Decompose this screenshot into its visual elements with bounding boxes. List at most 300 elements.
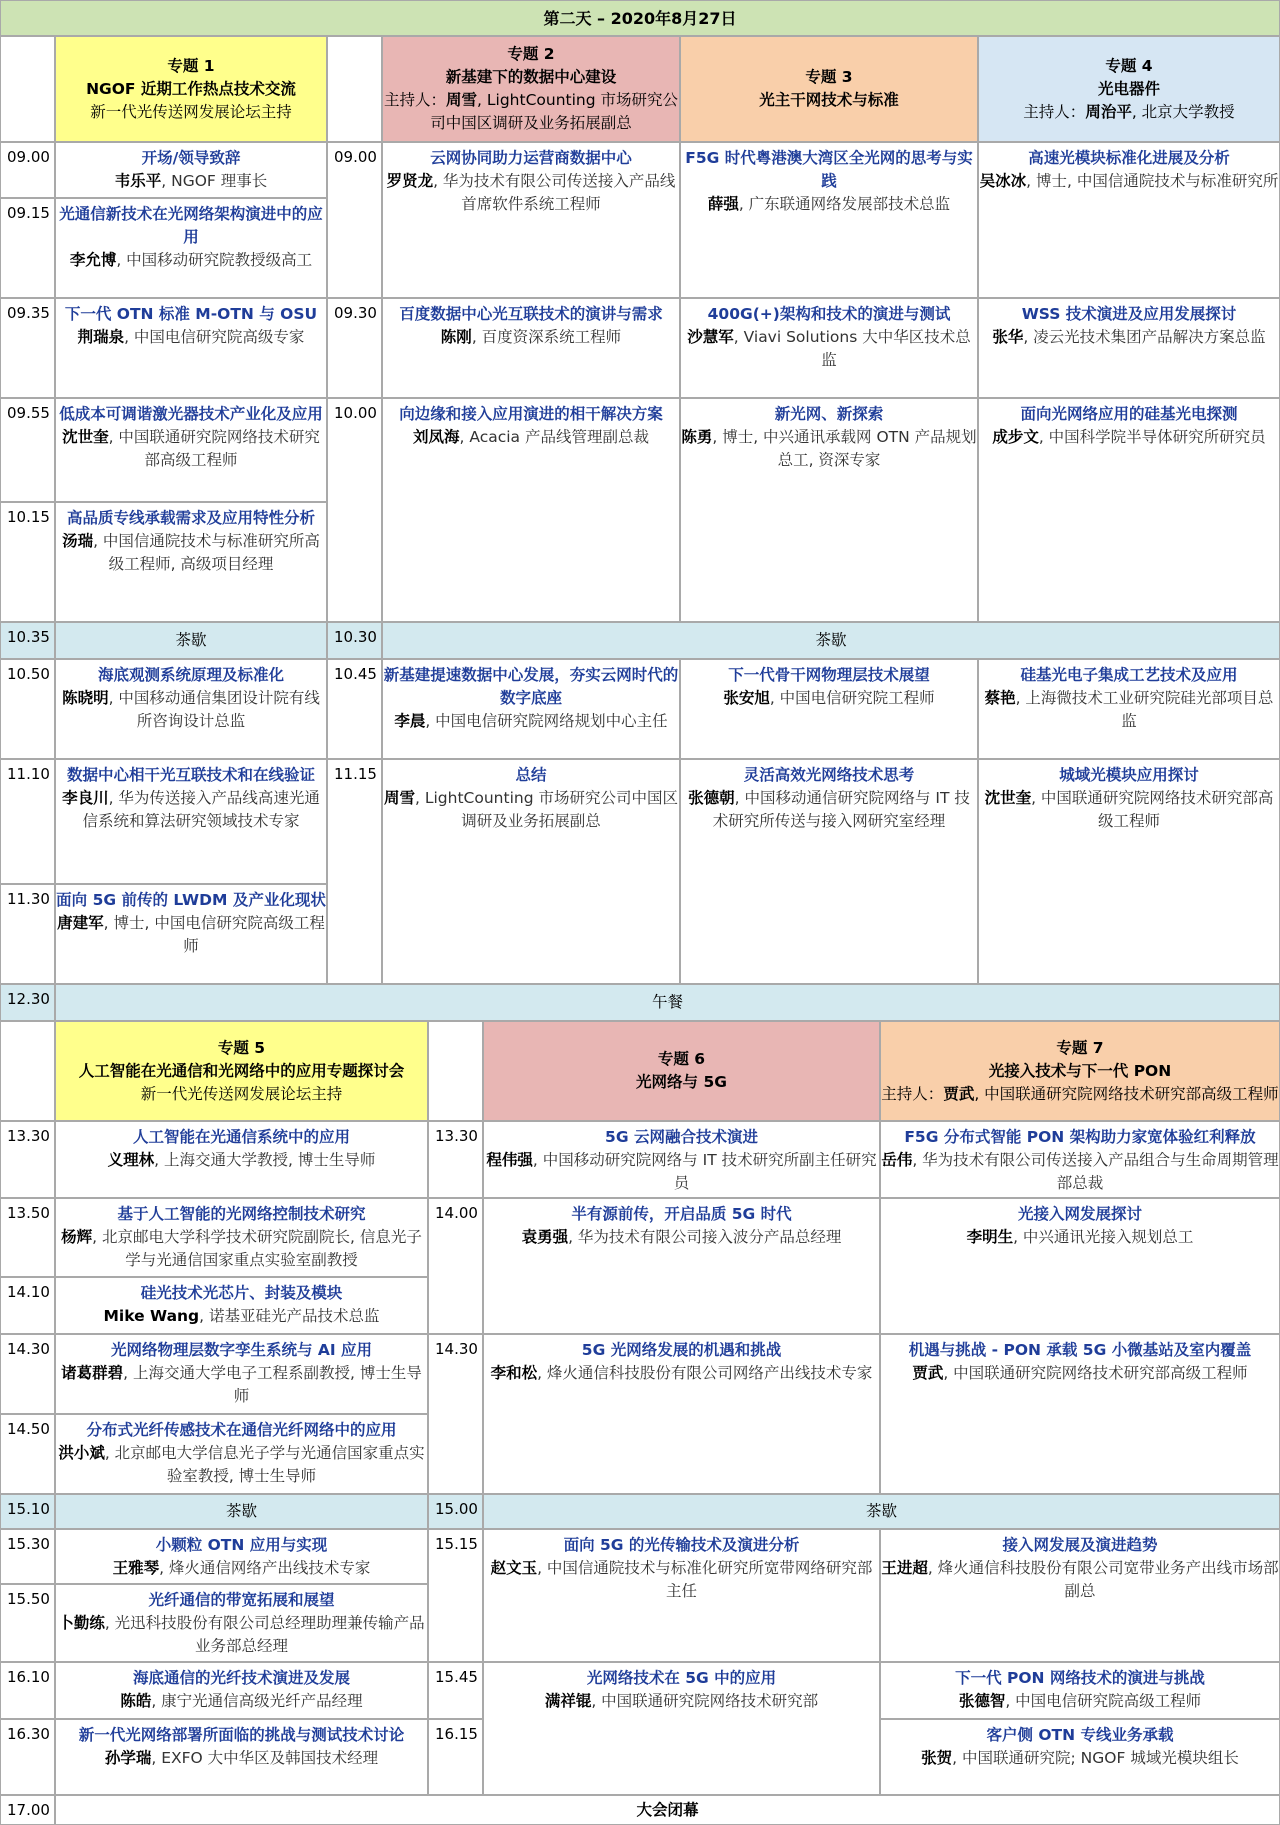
session-cell xyxy=(55,1584,428,1662)
speaker-name: 成步文 xyxy=(992,428,1039,446)
session-cell xyxy=(55,1414,428,1494)
speaker xyxy=(56,912,326,958)
session-cell xyxy=(978,298,1280,398)
speaker-name: 岳伟 xyxy=(881,1151,913,1169)
time-label: 11.30 xyxy=(7,890,50,908)
session-cell xyxy=(880,1121,1280,1198)
session-cell xyxy=(680,398,978,622)
speaker-title: , LightCounting 市场研究公司中国区调研及业务拓展副总 xyxy=(415,789,678,830)
talk-title: 低成本可调谐激光器技术产业化及应用 xyxy=(59,405,323,423)
empty-corner xyxy=(0,1021,55,1121)
time-label: 13.30 xyxy=(435,1127,478,1145)
talk-title: 硅光技术光芯片、封装及模块 xyxy=(140,1284,343,1302)
speaker-name: 荆瑞泉 xyxy=(77,328,125,346)
speaker-title: , 华为技术有限公司传送接入产品线首席软件系统工程师 xyxy=(433,172,676,213)
topic-host xyxy=(881,1083,1278,1106)
speaker-title: , 中国信通院技术与标准化研究所宽带网络研究部主任 xyxy=(537,1559,873,1600)
speaker-name: 陈皓 xyxy=(120,1692,152,1710)
session-cell xyxy=(55,502,327,622)
talk-title: 新基建提速数据中心发展，夯实云网时代的数字底座 xyxy=(383,666,679,707)
session-cell xyxy=(55,659,327,759)
talk xyxy=(980,147,1279,193)
speaker xyxy=(56,1362,427,1408)
speaker-name: 张德智 xyxy=(958,1692,1006,1710)
talk xyxy=(484,1126,879,1195)
talk-title: 新一代光网络部署所面临的挑战与测试技术讨论 xyxy=(78,1726,405,1744)
host-label: 主持人： xyxy=(384,91,447,109)
session-cell xyxy=(680,142,978,298)
session-cell xyxy=(978,398,1280,622)
speaker-title: , 中国电信研究院高级专家 xyxy=(124,328,305,346)
break-label: 茶歇 xyxy=(175,631,207,649)
talk-title: 新光网、新探索 xyxy=(774,405,884,423)
host-title: , 中国联通研究院网络技术研究部高级工程师 xyxy=(974,1084,1279,1103)
talk xyxy=(723,664,934,710)
time-slot xyxy=(0,884,55,984)
talk-title: 面向 5G 前传的 LWDM 及产业化现状 xyxy=(56,891,326,909)
speaker xyxy=(955,1690,1205,1713)
speaker xyxy=(484,1557,879,1603)
time-label: 13.30 xyxy=(7,1127,50,1145)
empty-corner xyxy=(0,36,55,142)
talk-title: 5G 光网络发展的机遇和挑战 xyxy=(581,1341,782,1359)
talk xyxy=(881,1126,1279,1195)
topic-title: NGOF 近期工作热点技术交流 xyxy=(86,79,296,98)
talk xyxy=(383,764,679,833)
session-cell xyxy=(382,142,680,298)
speaker xyxy=(383,787,679,833)
session-cell xyxy=(680,298,978,398)
time-slot xyxy=(0,198,55,298)
time-slot xyxy=(0,759,55,884)
speaker xyxy=(79,1747,405,1770)
talk xyxy=(484,1534,879,1603)
talk-title: 面向 5G 的光传输技术及演进分析 xyxy=(563,1536,800,1554)
talk xyxy=(56,889,326,958)
time-label: 10.15 xyxy=(7,508,50,526)
speaker-title: , 博士, 中兴通讯承载网 OTN 产品规划总工, 资深专家 xyxy=(712,428,977,469)
session-cell xyxy=(483,1662,880,1795)
time-label: 15.00 xyxy=(435,1500,478,1518)
speaker-title: , 中国电信研究院高级工程师 xyxy=(1005,1692,1202,1710)
empty-corner xyxy=(327,36,382,142)
speaker xyxy=(979,687,1279,733)
speaker-name: 唐建军 xyxy=(57,914,104,932)
speaker-title: , Viavi Solutions 大中华区技术总监 xyxy=(733,328,971,369)
time-label: 14.10 xyxy=(7,1283,50,1301)
talk-title: 百度数据中心光互联技术的演讲与需求 xyxy=(399,305,663,323)
topic-header xyxy=(55,1021,428,1121)
time-slot xyxy=(327,659,382,759)
talk xyxy=(383,147,679,216)
speaker-name: 洪小斌 xyxy=(58,1444,105,1462)
speaker-title: , 中国科学院半导体研究所研究员 xyxy=(1038,428,1266,446)
speaker xyxy=(681,193,977,216)
topic-number: 专题 3 xyxy=(805,68,853,86)
speaker-name: 李晨 xyxy=(394,712,426,730)
speaker-title: , 中国移动研究院教授级高工 xyxy=(116,251,313,269)
speaker xyxy=(921,1747,1239,1770)
time-label: 11.10 xyxy=(7,765,50,783)
speaker-title: , 华为技术有限公司接入波分产品总经理 xyxy=(568,1228,842,1246)
talk xyxy=(56,1203,427,1272)
break-row xyxy=(55,622,327,659)
talk-title: F5G 分布式智能 PON 架构助力家宽体验红利释放 xyxy=(904,1128,1256,1146)
speaker-name: 陈勇 xyxy=(681,428,713,446)
session-cell xyxy=(55,142,327,198)
speaker-title: , 中国联通研究院; NGOF 城域光模块组长 xyxy=(952,1749,1239,1767)
session-cell xyxy=(55,198,327,298)
talk xyxy=(909,1339,1251,1385)
time-label: 13.50 xyxy=(7,1204,50,1222)
session-cell xyxy=(483,1121,880,1198)
time-label: 15.50 xyxy=(7,1590,50,1608)
speaker xyxy=(681,326,977,372)
session-cell xyxy=(880,1662,1280,1719)
topic-header xyxy=(382,36,680,142)
speaker-title: , 凌云光技术集团产品解决方案总监 xyxy=(1023,328,1266,346)
break-row xyxy=(483,1494,1280,1529)
time-label: 10.45 xyxy=(334,665,377,683)
speaker-title: , 中国移动通信研究院网络与 IT 技术研究所传送与接入网研究室经理 xyxy=(712,789,970,830)
time-slot xyxy=(0,398,55,502)
speaker-title: , 上海交通大学电子工程系副教授, 博士生导师 xyxy=(123,1364,422,1405)
talk xyxy=(56,1419,427,1488)
break-label: 茶歇 xyxy=(815,631,847,649)
speaker xyxy=(967,1226,1194,1249)
speaker xyxy=(56,787,326,833)
topic-title: 光接入技术与下一代 PON xyxy=(988,1061,1172,1080)
speaker-name: 张德朝 xyxy=(688,789,735,807)
talk-title: 数据中心相干光互联技术和在线验证 xyxy=(66,766,315,784)
speaker xyxy=(56,1442,427,1488)
talk xyxy=(681,303,977,372)
speaker xyxy=(909,1362,1251,1385)
time-label: 10.50 xyxy=(7,665,50,683)
talk-title: WSS 技术演进及应用发展探讨 xyxy=(1021,305,1237,323)
talk-title: 分布式光纤传感技术在通信光纤网络中的应用 xyxy=(86,1421,397,1439)
session-cell xyxy=(55,1662,428,1719)
talk xyxy=(681,147,977,216)
break-row xyxy=(382,622,1280,659)
speaker-title: , 诺基亚硅光产品技术总监 xyxy=(199,1307,380,1325)
speaker-title: , 中国移动研究院网络与 IT 技术研究所副主任研究员 xyxy=(532,1151,877,1192)
time-slot xyxy=(428,1121,483,1198)
session-cell xyxy=(55,1529,428,1584)
speaker-title: , 博士, 中国信通院技术与标准研究所 xyxy=(1026,172,1279,190)
session-cell xyxy=(880,1719,1280,1795)
speaker-title: , 华为传送接入产品线高速光通信系统和算法研究领域技术专家 xyxy=(82,789,320,830)
time-label: 10.35 xyxy=(7,628,50,646)
talk xyxy=(399,403,663,449)
session-cell xyxy=(55,298,327,398)
speaker xyxy=(56,530,326,576)
time-label: 17.00 xyxy=(7,1801,50,1819)
speaker-name: 满祥锟 xyxy=(544,1692,592,1710)
speaker-name: 韦乐平 xyxy=(114,172,162,190)
speaker xyxy=(545,1690,818,1713)
speaker-title: , 中国移动通信集团设计院有线所咨询设计总监 xyxy=(108,689,320,730)
time-label: 09.00 xyxy=(334,148,377,166)
talk-title: 小颗粒 OTN 应用与实现 xyxy=(155,1536,328,1554)
time-label: 14.30 xyxy=(435,1340,478,1358)
speaker-name: 李良川 xyxy=(62,789,109,807)
session-cell xyxy=(382,298,680,398)
time-slot xyxy=(0,984,55,1021)
topic-number: 专题 4 xyxy=(1105,56,1153,75)
speaker-title: , 中国电信研究院工程师 xyxy=(769,689,935,707)
empty-corner xyxy=(428,1021,483,1121)
host-label: 主持人： xyxy=(881,1084,944,1103)
speaker-title: , 中国联通研究院网络技术研究部高级工程师 xyxy=(1031,789,1274,830)
topic-number: 专题 6 xyxy=(657,1050,706,1068)
talk xyxy=(115,147,268,193)
session-cell xyxy=(382,759,680,984)
speaker xyxy=(56,426,326,472)
speaker xyxy=(120,1690,362,1713)
host-label: 主持人： xyxy=(1023,102,1086,121)
speaker-title: , 中国电信研究院网络规划中心主任 xyxy=(425,712,668,730)
talk xyxy=(545,1667,818,1713)
time-slot xyxy=(0,1529,55,1584)
talk-title: F5G 时代粤港澳大湾区全光网的思考与实践 xyxy=(685,149,973,190)
topic-number: 专题 7 xyxy=(1056,1038,1104,1057)
time-label: 15.45 xyxy=(435,1668,478,1686)
speaker-title: , 广东联通网络发展部技术总监 xyxy=(738,195,951,213)
speaker-title: , NGOF 理事长 xyxy=(161,172,268,190)
time-label: 14.30 xyxy=(7,1340,50,1358)
speaker xyxy=(383,170,679,216)
speaker xyxy=(980,170,1279,193)
time-label: 09.55 xyxy=(7,404,50,422)
time-slot xyxy=(0,142,55,198)
speaker-title: , 北京邮电大学科学技术研究院副院长, 信息光子学与光通信国家重点实验室副教授 xyxy=(92,1228,422,1269)
closing-row xyxy=(55,1795,1280,1825)
time-label: 09.00 xyxy=(7,148,50,166)
talk xyxy=(56,1589,427,1658)
session-cell xyxy=(680,759,978,984)
speaker-name: 刘凤海 xyxy=(413,428,460,446)
host-name: 周治平 xyxy=(1085,102,1132,121)
time-slot xyxy=(327,142,382,298)
break-label: 茶歇 xyxy=(865,1502,897,1520)
talk-title: 客户侧 OTN 专线业务承载 xyxy=(986,1726,1174,1744)
speaker-name: 周雪 xyxy=(384,789,416,807)
day-title: 第二天 – 2020年8月27日 xyxy=(543,8,737,28)
session-cell xyxy=(880,1198,1280,1334)
topic-title: 光网络与 5G xyxy=(636,1073,727,1091)
speaker xyxy=(881,1149,1279,1195)
speaker-title: , 烽火通信网络产出线技术专家 xyxy=(159,1559,371,1577)
topic-header xyxy=(483,1021,880,1121)
talk-title: 光通信新技术在光网络架构演进中的应用 xyxy=(59,205,323,246)
talk xyxy=(113,1534,371,1580)
speaker-title: , Acacia 产品线管理副总裁 xyxy=(459,428,649,446)
talk xyxy=(65,303,317,349)
speaker-name: 杨辉 xyxy=(61,1228,93,1246)
speaker-name: 李允博 xyxy=(69,251,117,269)
topic-header xyxy=(978,36,1280,142)
talk-title: 下一代骨干网物理层技术展望 xyxy=(728,666,930,684)
speaker-title: , 中国联通研究院网络技术研究部高级工程师 xyxy=(943,1364,1248,1382)
talk-title: 灵活高效光网络技术思考 xyxy=(743,766,915,784)
talk xyxy=(967,1203,1194,1249)
host-title: , LightCounting 市场研究公司中国区调研及业务拓展副总 xyxy=(430,91,678,132)
talk xyxy=(79,1724,405,1770)
speaker-title: , 上海交通大学教授, 博士生导师 xyxy=(154,1151,376,1169)
time-slot xyxy=(0,1494,55,1529)
session-cell xyxy=(55,884,327,984)
talk-title: 总结 xyxy=(515,766,547,784)
speaker-name: 沙慧军 xyxy=(687,328,734,346)
speaker-name: 赵文玉 xyxy=(490,1559,538,1577)
host-name: 周雪 xyxy=(446,91,478,109)
speaker xyxy=(383,710,679,733)
topic-host xyxy=(383,89,679,135)
speaker xyxy=(108,1149,376,1172)
time-label: 14.50 xyxy=(7,1420,50,1438)
talk-title: 云网协同助力运营商数据中心 xyxy=(430,149,632,167)
speaker xyxy=(399,426,663,449)
speaker xyxy=(484,1149,879,1195)
speaker-title: , 上海微技术工业研究院硅光部项目总监 xyxy=(1015,689,1274,730)
time-slot xyxy=(0,1719,55,1795)
session-cell xyxy=(55,1121,428,1198)
time-label: 10.00 xyxy=(334,404,377,422)
time-label: 09.15 xyxy=(7,204,50,222)
talk-title: 接入网发展及演进趋势 xyxy=(1002,1536,1158,1554)
time-slot xyxy=(0,1584,55,1662)
talk xyxy=(681,403,977,472)
speaker-title: , 华为技术有限公司传送接入产品组合与生命周期管理部总裁 xyxy=(912,1151,1279,1192)
host-title: , 北京大学教授 xyxy=(1131,102,1235,121)
speaker xyxy=(399,326,663,349)
topic-title: 光电器件 xyxy=(1097,79,1160,98)
host-name: 贾武 xyxy=(943,1084,975,1103)
time-slot xyxy=(0,1662,55,1719)
time-slot xyxy=(0,1277,55,1334)
topic-header xyxy=(680,36,978,142)
speaker xyxy=(113,1557,371,1580)
speaker-name: 程伟强 xyxy=(486,1151,533,1169)
talk-title: 面向光网络应用的硅基光电探测 xyxy=(1020,405,1238,423)
speaker-title: , 中兴通讯光接入规划总工 xyxy=(1013,1228,1194,1246)
talk xyxy=(56,507,326,576)
topic-number: 专题 5 xyxy=(217,1038,266,1057)
talk-title: 开场/领导致辞 xyxy=(141,149,241,167)
talk-title: 基于人工智能的光网络控制技术研究 xyxy=(117,1205,366,1223)
talk-title: 光纤通信的带宽拓展和展望 xyxy=(148,1591,335,1609)
time-label: 16.15 xyxy=(435,1725,478,1743)
speaker-name: 陈晓明 xyxy=(62,689,109,707)
speaker xyxy=(115,170,268,193)
speaker xyxy=(65,326,317,349)
speaker-name: 沈世奎 xyxy=(62,428,109,446)
time-slot xyxy=(428,1719,483,1795)
talk xyxy=(56,664,326,733)
speaker-title: , 百度资深系统工程师 xyxy=(471,328,622,346)
time-slot xyxy=(0,1795,55,1825)
speaker-name: 王雅琴 xyxy=(112,1559,160,1577)
session-cell xyxy=(55,759,327,884)
time-slot xyxy=(0,298,55,398)
time-label: 15.15 xyxy=(435,1535,478,1553)
speaker-name: 薛强 xyxy=(707,195,739,213)
time-slot xyxy=(0,502,55,622)
talk-title: 向边缘和接入应用演进的相干解决方案 xyxy=(399,405,663,423)
talk xyxy=(383,664,679,733)
talk-title: 下一代 PON 网络技术的演进与挑战 xyxy=(955,1669,1205,1687)
talk xyxy=(56,1339,427,1408)
speaker xyxy=(681,787,977,833)
talk-title: 5G 云网融合技术演进 xyxy=(605,1128,758,1146)
speaker xyxy=(56,1226,427,1272)
talk xyxy=(399,303,663,349)
talk-title: 机遇与挑战 - PON 承载 5G 小微基站及室内覆盖 xyxy=(908,1341,1252,1359)
speaker-name: 卜勤练 xyxy=(58,1614,105,1632)
break-label: 茶歇 xyxy=(225,1502,257,1520)
session-cell xyxy=(55,398,327,502)
speaker xyxy=(979,787,1279,833)
talk xyxy=(56,764,326,833)
speaker-name: 张华 xyxy=(992,328,1024,346)
speaker-name: 吴冰冰 xyxy=(979,172,1027,190)
time-label: 16.30 xyxy=(7,1725,50,1743)
talk-title: 光接入网发展探讨 xyxy=(1017,1205,1142,1223)
topic-host: 新一代光传送网发展论坛主持 xyxy=(90,102,292,121)
speaker-name: Mike Wang xyxy=(103,1307,200,1325)
speaker xyxy=(881,1557,1279,1603)
speaker-title: , 北京邮电大学信息光子学与光通信国家重点实验室教授, 博士生导师 xyxy=(104,1444,425,1485)
topic-header xyxy=(880,1021,1280,1121)
talk xyxy=(979,764,1279,833)
speaker-name: 李和松 xyxy=(490,1364,538,1382)
time-label: 11.15 xyxy=(334,765,377,783)
session-cell xyxy=(880,1334,1280,1494)
talk-title: 城域光模块应用探讨 xyxy=(1059,766,1199,784)
session-cell xyxy=(55,1198,428,1277)
speaker-name: 陈刚 xyxy=(440,328,472,346)
talk xyxy=(681,764,977,833)
time-slot xyxy=(327,298,382,398)
speaker-title: , 中国联通研究院网络技术研究部 xyxy=(591,1692,819,1710)
talk xyxy=(522,1203,842,1249)
speaker-title: , EXFO 大中华区及韩国技术经理 xyxy=(151,1749,379,1767)
closing-label: 大会闭幕 xyxy=(636,1800,699,1819)
time-slot xyxy=(428,1198,483,1334)
speaker-name: 贾武 xyxy=(912,1364,944,1382)
session-cell xyxy=(483,1198,880,1334)
session-cell xyxy=(483,1334,880,1494)
talk-title: 光网络技术在 5G 中的应用 xyxy=(586,1669,777,1687)
time-label: 16.10 xyxy=(7,1668,50,1686)
time-label: 09.35 xyxy=(7,304,50,322)
talk xyxy=(921,1724,1239,1770)
talk xyxy=(979,664,1279,733)
speaker-name: 汤瑞 xyxy=(62,532,94,550)
session-cell xyxy=(680,659,978,759)
session-cell xyxy=(55,1334,428,1414)
talk xyxy=(992,403,1265,449)
speaker-title: , 康宁光通信高级光纤产品经理 xyxy=(151,1692,363,1710)
break-label: 午餐 xyxy=(651,993,683,1011)
talk-title: 海底观测系统原理及标准化 xyxy=(97,666,284,684)
topic-title: 人工智能在光通信和光网络中的应用专题探讨会 xyxy=(78,1061,405,1080)
session-cell xyxy=(978,759,1280,984)
speaker-name: 沈世奎 xyxy=(984,789,1032,807)
time-slot xyxy=(428,1529,483,1662)
talk xyxy=(881,1534,1279,1603)
